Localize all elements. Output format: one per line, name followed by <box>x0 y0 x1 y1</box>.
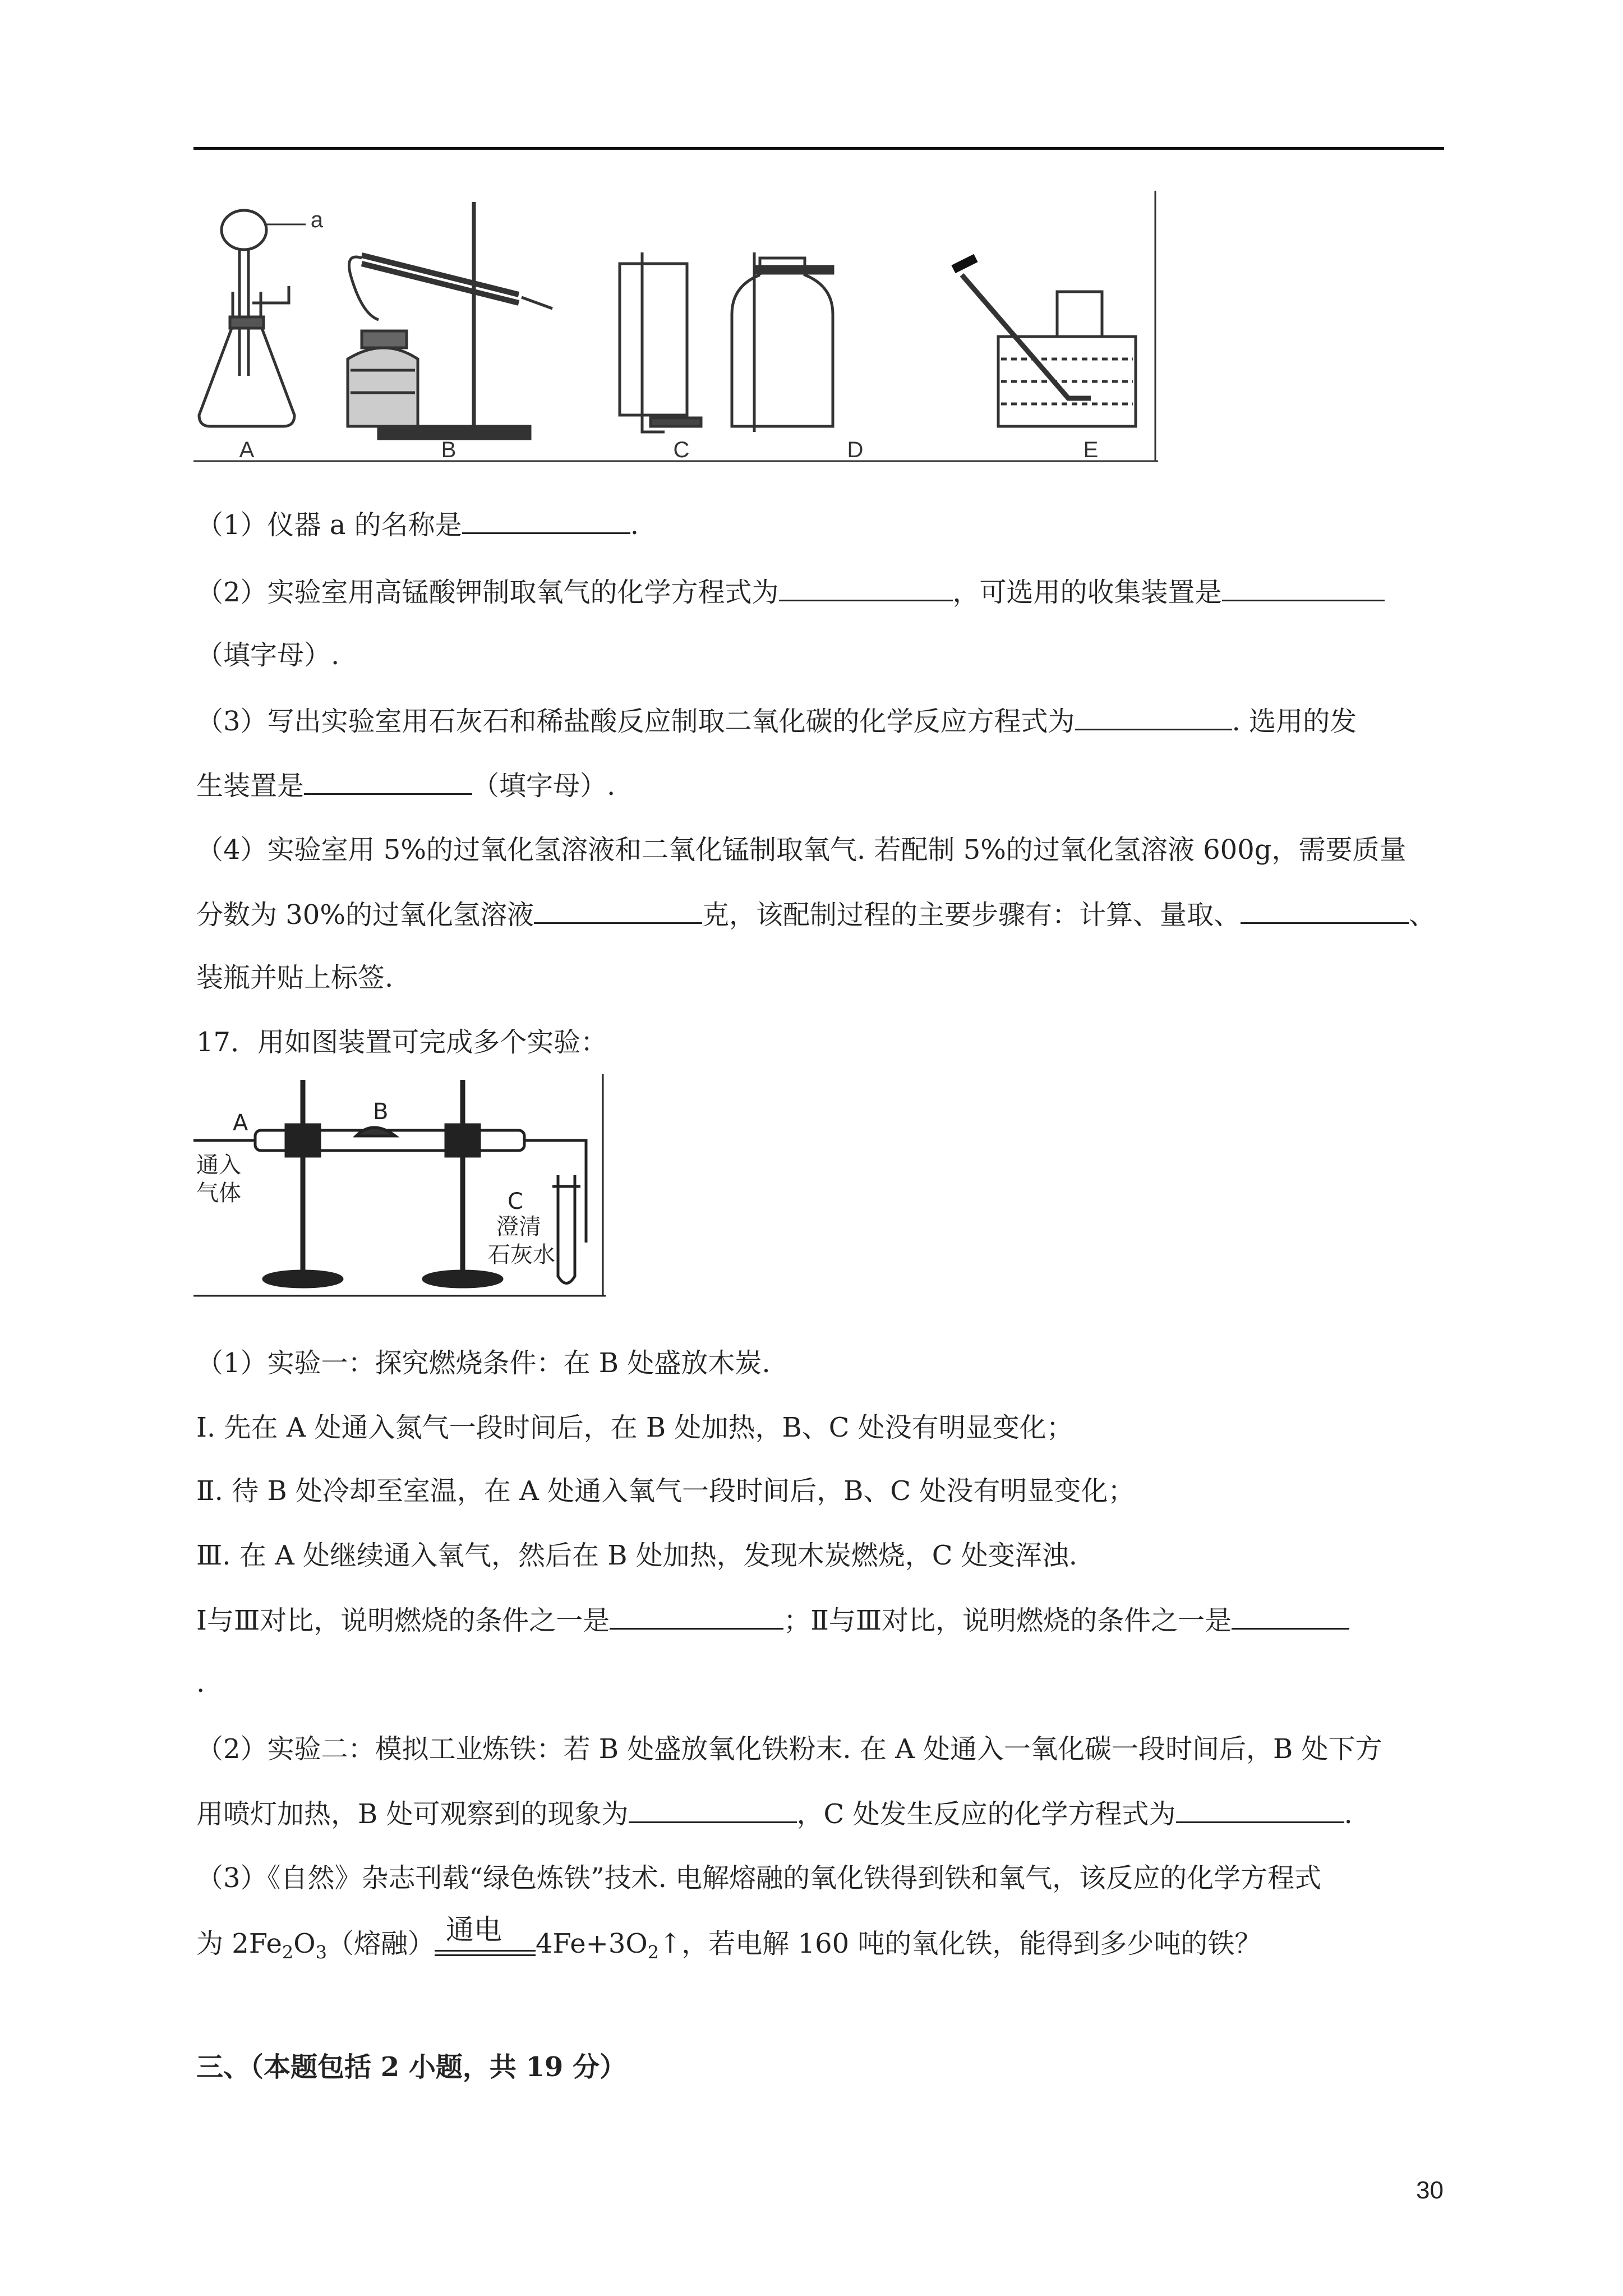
q16-p4: （4）实验室用 5%的过氧化氢溶液和二氧化锰制取氧气. 若配制 5%的过氧化氢溶液 600g，需要质量 <box>196 834 1407 866</box>
q17-label-limewater-2: 石灰水 <box>488 1242 555 1268</box>
q16-p3: （3）写出实验室用石灰石和稀盐酸反应制取二氧化碳的化学反应方程式为 . 选用的发 <box>196 704 1357 738</box>
q17-label-limewater-1: 澄清 <box>496 1214 541 1240</box>
q16-p4b: 分数为 30%的过氧化氢溶液 克，该配制过程的主要步骤有：计算、量取、 、 <box>196 898 1436 932</box>
q17-label-B: B <box>373 1099 389 1125</box>
fig1-label-B: B <box>441 438 457 462</box>
reaction-condition: 通电 <box>435 1913 536 1979</box>
q17-e1-period: . <box>196 1667 205 1699</box>
q16-p1: （1）仪器 a 的名称是 . <box>196 508 639 542</box>
apparatus-figure-ae <box>193 191 1158 466</box>
answer-blank[interactable] <box>629 1797 797 1823</box>
q16-p2c: （填字母）. <box>196 639 340 671</box>
fig1-label-A: A <box>239 438 255 462</box>
answer-blank[interactable] <box>534 898 702 924</box>
q17-label-gas: 气体 <box>196 1180 241 1206</box>
answer-blank[interactable] <box>1075 704 1232 730</box>
q17-e3-equation: 为 $2Fe_2O_3$（熔融） 通电 $4Fe+3O_2↑$，若电解 160 吨的氧化铁，能得到多少吨的铁？ <box>196 1907 1261 1989</box>
q16-p3c: 生装置是 （填字母）. <box>196 769 615 803</box>
answer-blank[interactable] <box>1222 575 1385 601</box>
answer-blank[interactable] <box>1176 1797 1344 1823</box>
header-rule <box>193 147 1444 150</box>
q17-stem: 17．用如图装置可完成多个实验： <box>196 1027 608 1058</box>
q17-apparatus-figure <box>193 1074 606 1299</box>
q17-e1-step1: Ⅰ. 先在 A 处通入氮气一段时间后，在 B 处加热，B、C 处没有明显变化； <box>196 1412 1073 1443</box>
answer-blank[interactable] <box>1232 1603 1349 1630</box>
q17-e2b: 用喷灯加热，B 处可观察到的现象为 ，C 处发生反应的化学方程式为 . <box>196 1797 1353 1831</box>
q17-label-gas-in: 通入 <box>196 1152 241 1178</box>
fig1-label-C: C <box>673 438 690 462</box>
q17-e1-question: Ⅰ与Ⅲ对比，说明燃烧的条件之一是 ；Ⅱ与Ⅲ对比，说明燃烧的条件之一是 <box>196 1603 1349 1637</box>
q17-e1-step2: Ⅱ. 待 B 处冷却至室温，在 A 处通入氧气一段时间后，B、C 处没有明显变化； <box>196 1475 1135 1507</box>
answer-blank[interactable] <box>779 575 953 601</box>
q17-e2: （2）实验二：模拟工业炼铁：若 B 处盛放氧化铁粉末. 在 A 处通入一氧化碳一段时间后，B 处下方 <box>196 1733 1382 1765</box>
fig1-label-a: a <box>310 208 324 232</box>
q16-p2: （2）实验室用高锰酸钾制取氧气的化学方程式为 ，可选用的收集装置是 <box>196 575 1385 609</box>
q17-label-A: A <box>233 1110 248 1136</box>
answer-blank[interactable] <box>610 1603 783 1630</box>
answer-blank[interactable] <box>304 769 472 795</box>
section-three-heading: 三、（本题包括 2 小题，共 19 分） <box>196 2051 627 2083</box>
fig1-label-D: D <box>847 438 864 462</box>
answer-blank[interactable] <box>462 508 630 534</box>
page-number: 30 <box>1416 2177 1444 2204</box>
q16-p4e: 装瓶并贴上标签. <box>196 962 394 993</box>
q17-e1-step3: Ⅲ. 在 A 处继续通入氧气，然后在 B 处加热，发现木炭燃烧，C 处变浑浊. <box>196 1540 1078 1571</box>
answer-blank[interactable] <box>1241 898 1409 924</box>
q17-e1-title: （1）实验一：探究燃烧条件：在 B 处盛放木炭. <box>196 1347 771 1379</box>
q17-e3: （3）《自然》杂志刊载“绿色炼铁”技术. 电解熔融的氧化铁得到铁和氧气，该反应的化学方程式 <box>196 1862 1322 1894</box>
q17-label-C: C <box>508 1189 523 1214</box>
fig1-label-E: E <box>1083 438 1099 462</box>
